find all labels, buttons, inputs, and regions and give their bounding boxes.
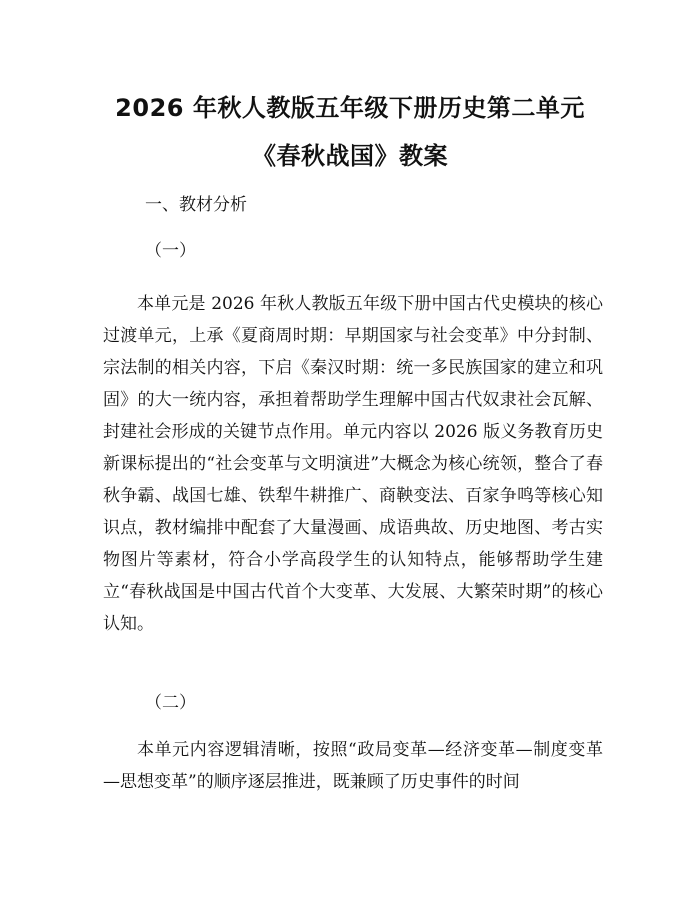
- document-title-line2: 《春秋战国》教案: [252, 142, 448, 170]
- section-heading: 一、教材分析: [145, 195, 247, 215]
- subsection-heading-1: （一）: [145, 241, 196, 261]
- paragraph-2: 本单元内容逻辑清晰，按照“政局变革—经济变革—制度变革—思想变革”的顺序逐层推进，既兼顾了历史事件的时间: [103, 740, 603, 792]
- subsection-heading-2: （二）: [145, 693, 196, 713]
- paragraph-1: 本单元是 2026 年秋人教版五年级下册中国古代史模块的核心过渡单元，上承《夏商周时期：早期国家与社会变革》中分封制、宗法制的相关内容，下启《秦汉时期：统一多民族国家的建立和巩固》的大一统内容，承担着帮助学生理解中国古代奴隶社会瓦解、封建社会形成的关键节点作用。单元内容以 2026 版义务教育历史新课标提出的“社会变革与文明演进”大概念为核心统领，整合了春秋争霸、战国七雄、铁犁牛耕推广、商鞅变法、百家争鸣等核心知识点，教材编排中配套了大量漫画、成语典故、历史地图、考古实物图片等素材，符合小学高段学生的认知特点，能够帮助学生建立“春秋战国是中国古代首个大变革、大发展、大繁荣时期”的核心认知。: [103, 294, 603, 634]
- document-title-line1: 2026 年秋人教版五年级下册历史第二单元: [115, 94, 585, 122]
